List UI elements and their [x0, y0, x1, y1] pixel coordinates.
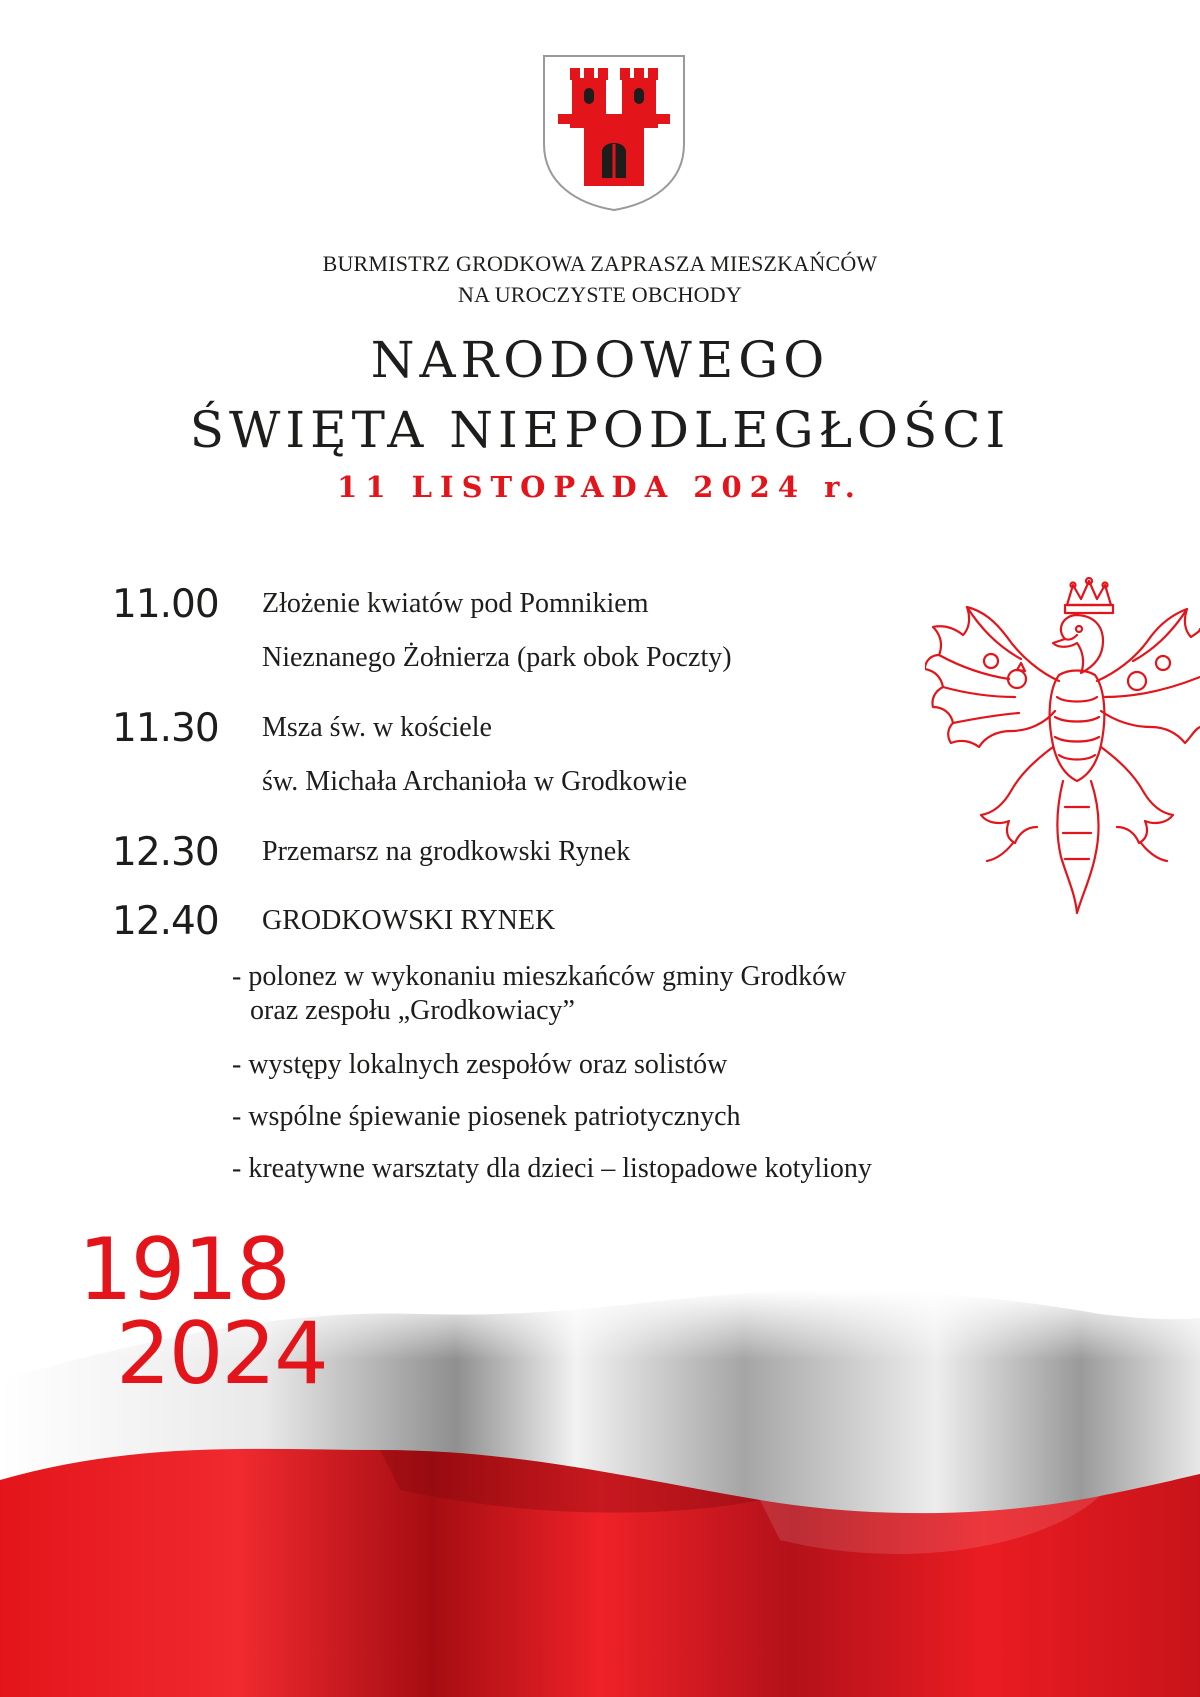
list-item: oraz zespołu „Grodkowiacy”: [250, 995, 575, 1026]
schedule-desc-line-1: Msza św. w kościele: [262, 712, 492, 743]
list-item: - polonez w wykonaniu mieszkańców gminy Grodków: [232, 961, 847, 992]
schedule-time: 11.00: [112, 582, 219, 627]
polish-eagle-icon: [925, 577, 1200, 917]
schedule-desc-line-2: Nieznanego Żołnierza (park obok Poczty): [262, 642, 732, 673]
coat-of-arms-icon: [540, 52, 688, 214]
list-item: - wspólne śpiewanie piosenek patriotycznych: [232, 1101, 741, 1132]
title-line-2: ŚWIĘTA NIEPODLEGŁOŚCI: [189, 401, 1011, 459]
schedule-desc-line-1: Złożenie kwiatów pod Pomnikiem: [262, 588, 649, 619]
intro-line-2: NA UROCZYSTE OBCHODY: [458, 282, 742, 307]
anniversary-years: [78, 1220, 327, 1404]
schedule-desc-line-1: Przemarsz na grodkowski Rynek: [262, 836, 631, 867]
schedule-desc-line-1: GRODKOWSKI RYNEK: [262, 905, 556, 936]
year-start: 1918: [78, 1220, 289, 1320]
list-item: - kreatywne warsztaty dla dzieci – listopadowe kotyliony: [232, 1153, 872, 1184]
year-end: 2024: [116, 1304, 327, 1404]
schedule-time: 11.30: [112, 706, 219, 751]
event-date: 11 LISTOPADA 2024 r.: [337, 470, 863, 504]
intro-line-1: BURMISTRZ GRODKOWA ZAPRASZA MIESZKAŃCÓW: [322, 251, 878, 276]
list-item: - występy lokalnych zespołów oraz solistów: [232, 1049, 728, 1080]
title-line-1: NARODOWEGO: [370, 331, 830, 389]
schedule-desc-line-2: św. Michała Archanioła w Grodkowie: [262, 766, 688, 797]
schedule-time: 12.30: [112, 830, 219, 875]
schedule-time: 12.40: [112, 899, 219, 944]
